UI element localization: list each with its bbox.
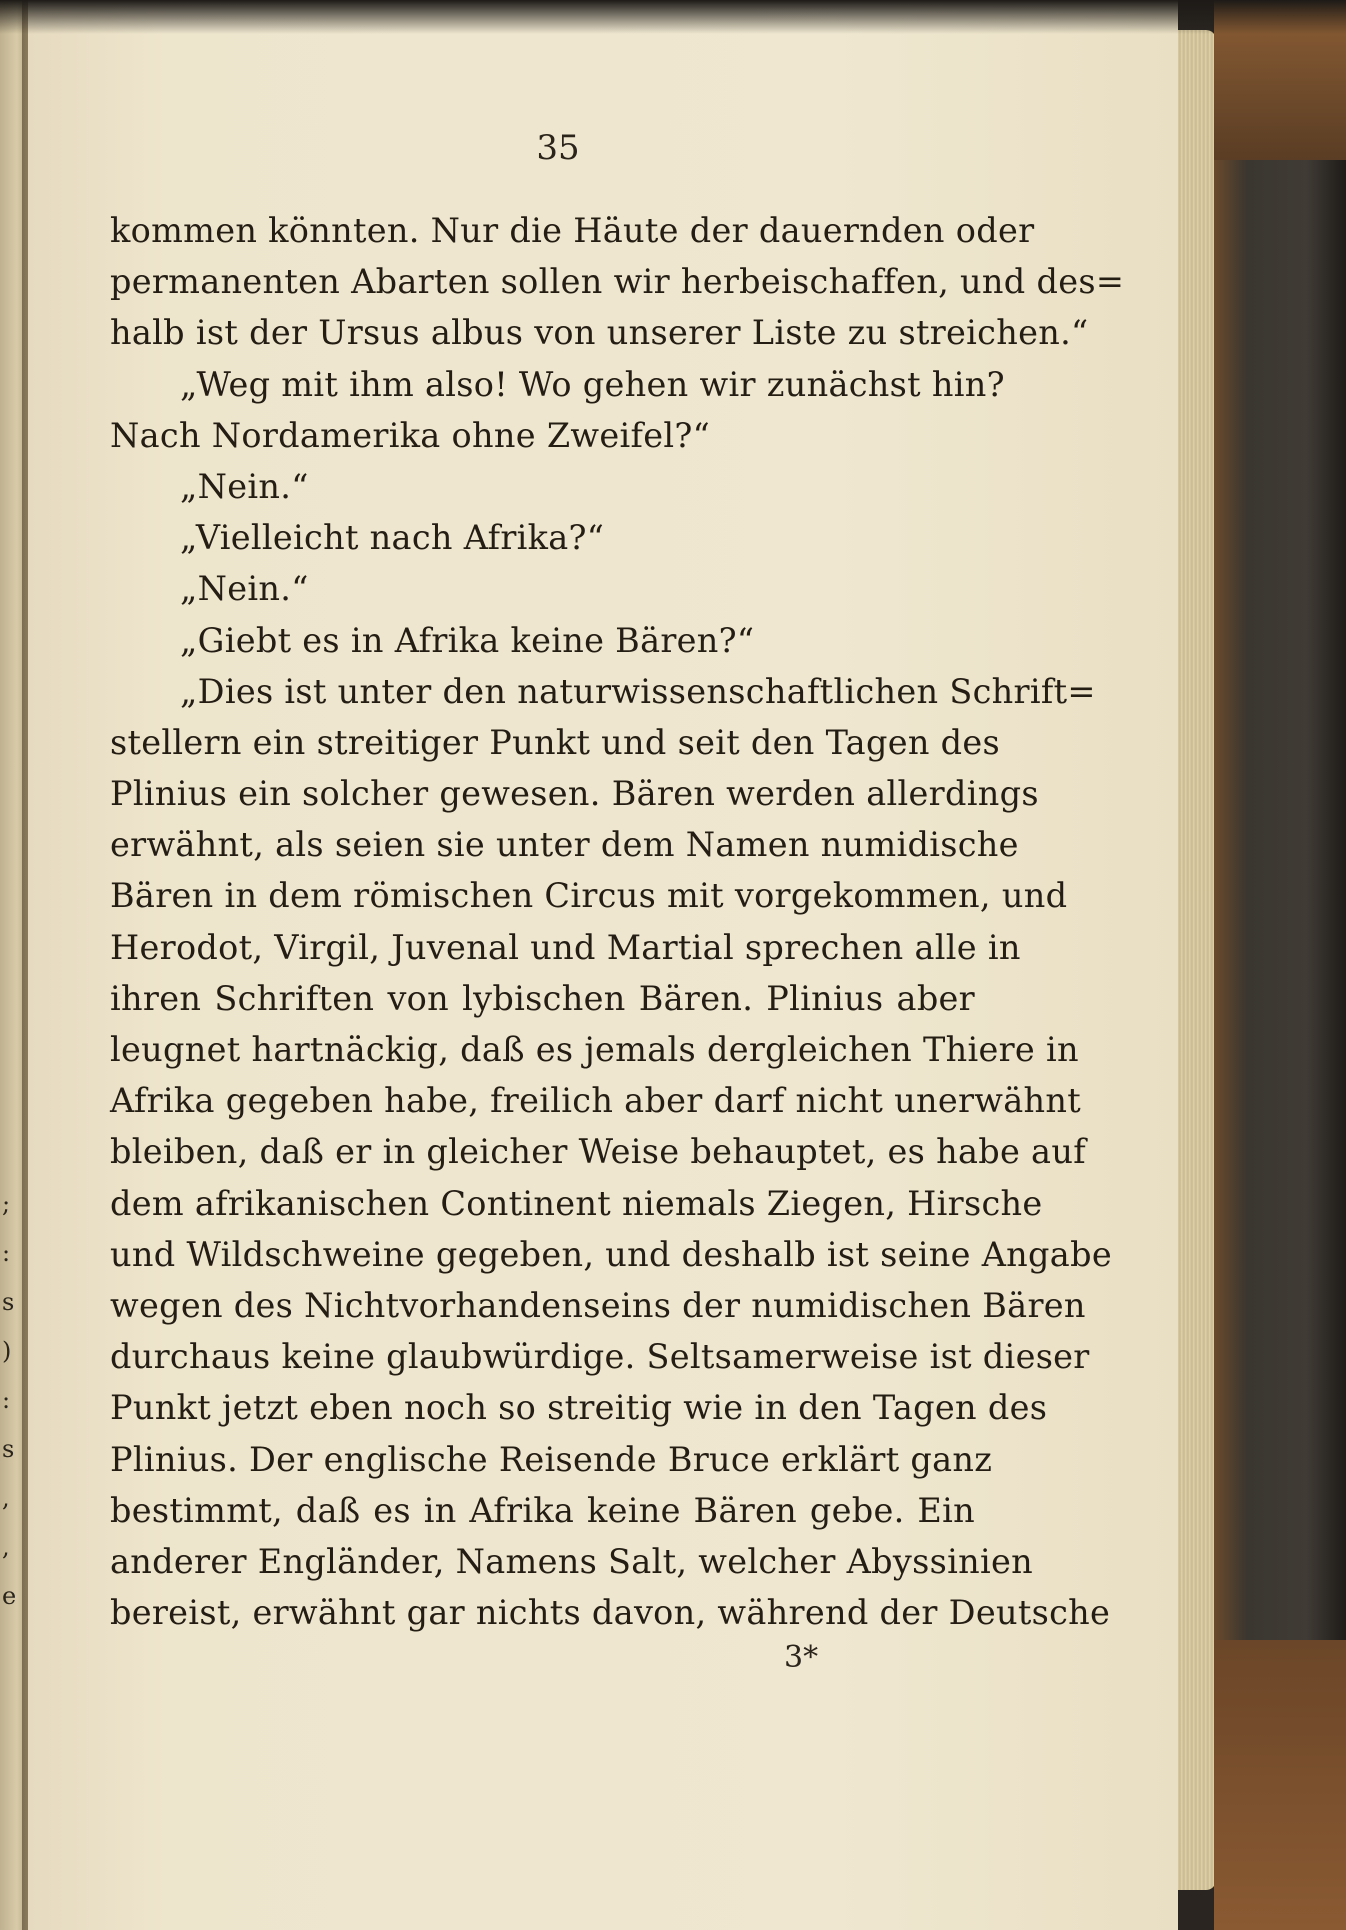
text-line: „Dies ist unter den naturwissenschaftlichen Schrift= <box>180 671 1096 711</box>
text-line: ihren Schriften von lybischen Bären. Plinius aber <box>110 978 975 1018</box>
text-line: halb ist der Ursus albus von unserer Liste zu streichen.“ <box>110 313 1089 353</box>
text-line: Herodot, Virgil, Juvenal und Martial sprechen alle in <box>110 927 1021 967</box>
text-line: „Vielleicht nach Afrika?“ <box>180 518 605 558</box>
text-line: dem afrikanischen Continent niemals Ziegen, Hirsche <box>110 1183 1043 1223</box>
margin-mark: e <box>2 1582 17 1610</box>
margin-mark: ) <box>2 1337 12 1365</box>
text-line: „Giebt es in Afrika keine Bären?“ <box>180 620 755 660</box>
text-line: bereist, erwähnt gar nichts davon, während der Deutsche <box>110 1593 1111 1633</box>
margin-mark: s <box>2 1435 15 1463</box>
text-line: „Weg mit ihm also! Wo gehen wir zunächst hin? <box>180 364 1005 404</box>
margin-mark: s <box>2 1288 15 1316</box>
text-line: anderer Engländer, Namens Salt, welcher Abyssinien <box>110 1541 1034 1581</box>
text-line: wegen des Nichtvorhandenseins der numidischen Bären <box>110 1285 1086 1325</box>
page-number: 35 <box>536 128 580 168</box>
text-line: Plinius. Der englische Reisende Bruce erklärt ganz <box>110 1439 993 1479</box>
margin-mark: : <box>2 1386 11 1414</box>
margin-mark: : <box>2 1239 11 1267</box>
text-line: bleiben, daß er in gleicher Weise behauptet, es habe auf <box>110 1132 1086 1172</box>
text-line: permanenten Abarten sollen wir herbeischaffen, und des= <box>110 262 1125 302</box>
text-line: durchaus keine glaubwürdige. Seltsamerweise ist dieser <box>110 1337 1090 1377</box>
signature-mark: 3* <box>784 1640 819 1675</box>
top-shadow <box>0 0 1346 34</box>
text-line: Plinius ein solcher gewesen. Bären werden allerdings <box>110 774 1039 814</box>
margin-mark: , <box>2 1533 10 1561</box>
text-line: „Nein.“ <box>180 569 309 609</box>
text-line: und Wildschweine gegeben, und deshalb ist seine Angabe <box>110 1234 1112 1274</box>
page-stack-edge <box>1178 30 1216 1890</box>
text-line: stellern ein streitiger Punkt und seit den Tagen des <box>110 722 1001 762</box>
text-line: „Nein.“ <box>180 466 309 506</box>
margin-mark: , <box>2 1484 10 1512</box>
text-line: Nach Nordamerika ohne Zweifel?“ <box>110 415 711 455</box>
text-line: kommen könnten. Nur die Häute der dauernden oder <box>110 211 1035 250</box>
body-text <box>110 205 1125 1638</box>
text-line: Afrika gegeben habe, freilich aber darf nicht unerwähnt <box>110 1081 1082 1121</box>
text-line: Bären in dem römischen Circus mit vorgekommen, und <box>110 876 1068 916</box>
text-line: bestimmt, daß es in Afrika keine Bären gebe. Ein <box>110 1490 975 1530</box>
cover-leather-bottom <box>1214 1640 1346 1930</box>
text-line: erwähnt, als seien sie unter dem Namen numidische <box>110 825 1019 865</box>
text-line: Punkt jetzt eben noch so streitig wie in den Tagen des <box>110 1388 1048 1428</box>
text-line: leugnet hartnäckig, daß es jemals dergleichen Thiere in <box>110 1030 1079 1069</box>
margin-mark: ; <box>2 1190 11 1218</box>
left-margin-marks <box>2 1180 16 1621</box>
